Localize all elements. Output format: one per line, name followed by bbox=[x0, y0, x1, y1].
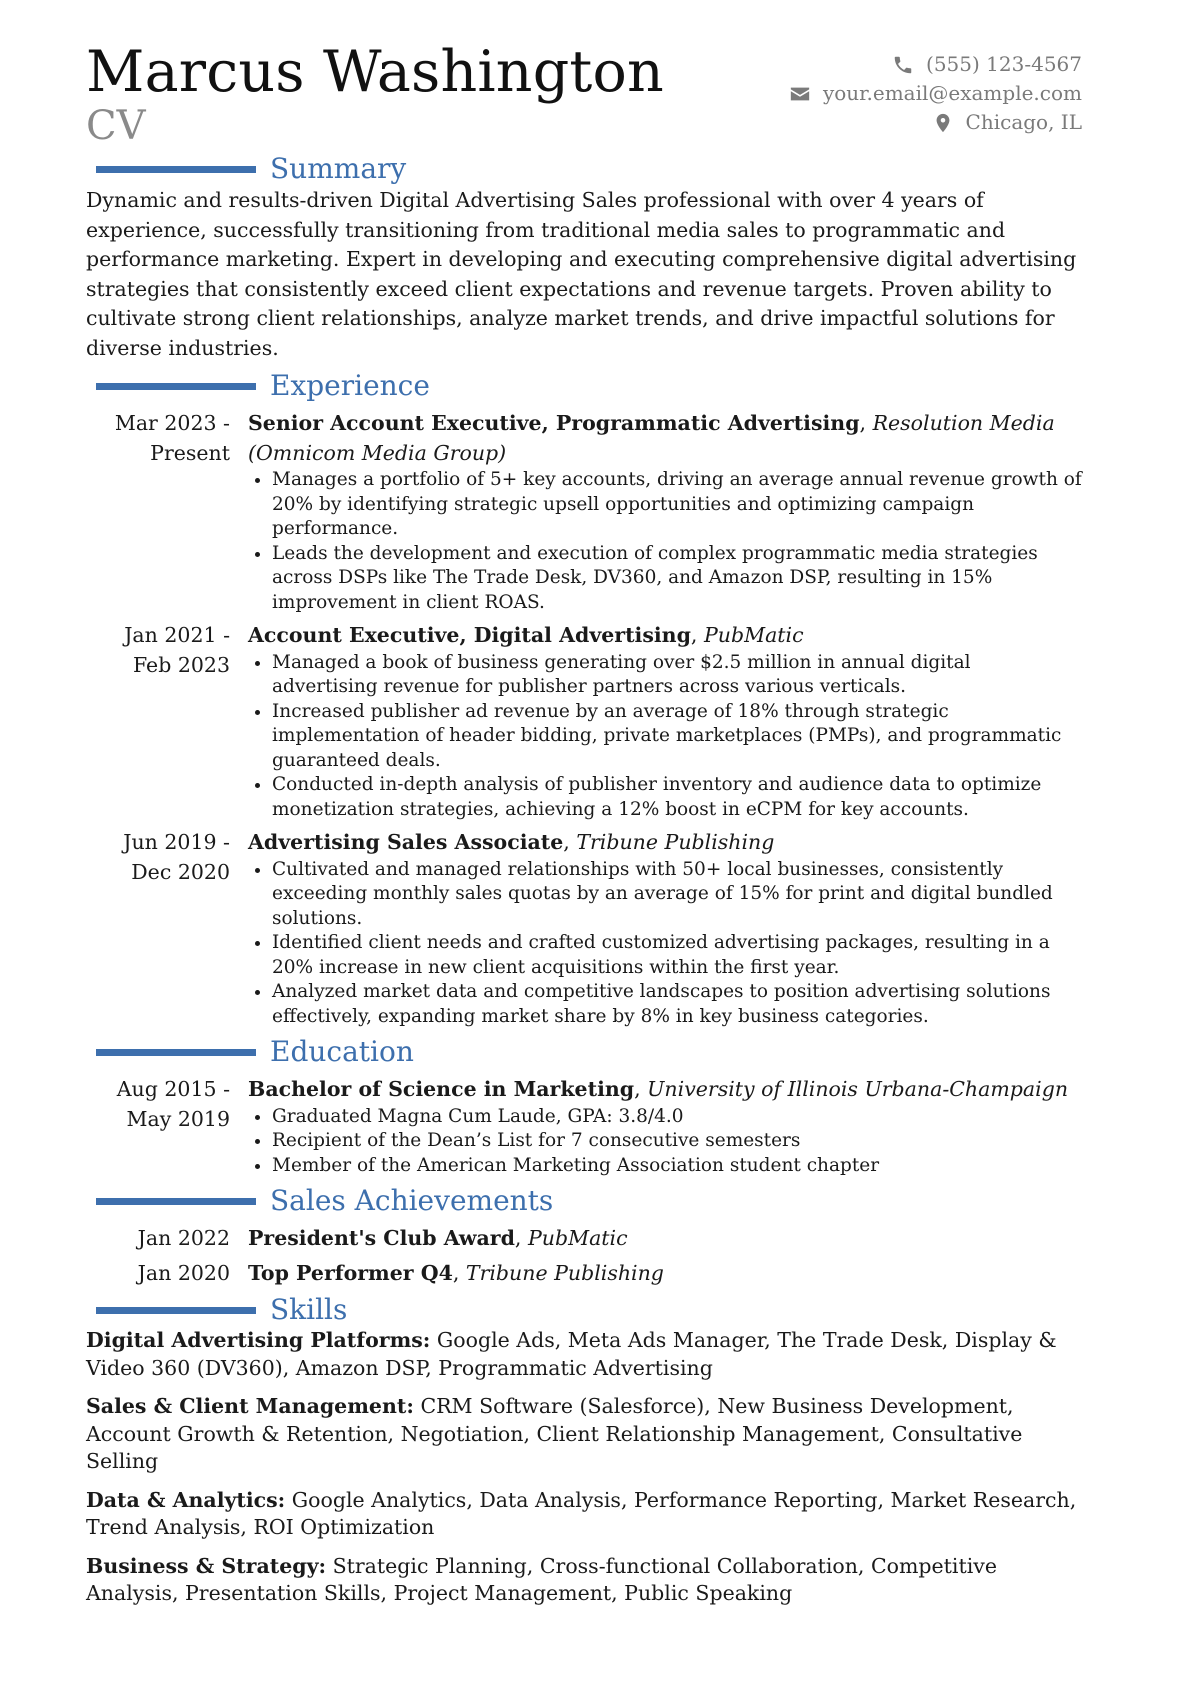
section-accent-bar bbox=[96, 1307, 256, 1314]
cv-header bbox=[86, 0, 1082, 152]
skills-category: Digital Advertising Platforms: bbox=[86, 1328, 431, 1352]
achievement-entry bbox=[86, 1224, 1082, 1254]
candidate-name: Marcus Washington bbox=[86, 39, 664, 105]
experience-entry bbox=[86, 621, 1082, 822]
entry-heading: Bachelor of Science in Marketing, University of Illinois Urbana-Champaign bbox=[248, 1077, 1069, 1101]
entry-date: Jan 2022 bbox=[137, 1226, 230, 1250]
entry-bullets bbox=[248, 858, 1082, 1030]
entry-heading: President's Club Award, PubMatic bbox=[248, 1226, 628, 1250]
phone-icon bbox=[892, 54, 914, 76]
section-title: Experience bbox=[270, 369, 430, 402]
skills-items: CRM Software (Salesforce), New Business Development, Account Growth & Retention, Negotiation, Client Relationship Management, Consultative Selling bbox=[86, 1394, 1023, 1473]
entry-role: Senior Account Executive, Programmatic Advertising bbox=[248, 411, 860, 435]
skills-group bbox=[86, 1327, 1082, 1382]
entry-date: Aug 2015 - May 2019 bbox=[116, 1077, 230, 1131]
skills-group bbox=[86, 1487, 1082, 1542]
summary-text: Dynamic and results-driven Digital Advertising Sales professional with over 4 years of experience, successfully transitioning from traditional media sales to programmatic and performance marketing. Expert in developing and executing comprehensive digital advertising strategies that consistently exceed client expectations and revenue targets. Proven ability to cultivate strong client relationships, analyze market trends, and drive impactful solutions for diverse industries. bbox=[86, 188, 1077, 360]
skills-category: Data & Analytics: bbox=[86, 1487, 286, 1512]
entry-date: Jun 2019 - Dec 2020 bbox=[123, 830, 230, 884]
entry-bullets bbox=[248, 468, 1082, 615]
section-title: Education bbox=[270, 1035, 414, 1068]
section-experience-heading bbox=[86, 369, 1082, 403]
list-item: Increased publisher ad revenue by an average of 18% through strategic implementation of header bidding, private marketplaces (PMPs), and programmatic guaranteed deals. bbox=[272, 700, 1082, 774]
contact-email[interactable] bbox=[789, 79, 1082, 108]
email-text[interactable]: your.email@example.com bbox=[822, 81, 1082, 105]
section-accent-bar bbox=[96, 1049, 256, 1056]
education-entry bbox=[86, 1075, 1082, 1178]
phone-text: (555) 123-4567 bbox=[926, 52, 1082, 76]
map-pin-icon bbox=[932, 112, 954, 134]
list-item: Graduated Magna Cum Laude, GPA: 3.8/4.0 bbox=[272, 1105, 1082, 1130]
list-item: Member of the American Marketing Association student chapter bbox=[272, 1154, 1082, 1179]
entry-date: Jan 2021 - Feb 2023 bbox=[124, 623, 230, 677]
contact-phone bbox=[789, 50, 1082, 79]
entry-role: Account Executive, Digital Advertising bbox=[248, 623, 691, 647]
entry-heading: Account Executive, Digital Advertising, PubMatic bbox=[248, 623, 804, 647]
entry-date: Mar 2023 - Present bbox=[114, 411, 230, 465]
experience-entry bbox=[86, 409, 1082, 615]
entry-bullets bbox=[248, 651, 1082, 823]
section-accent-bar bbox=[96, 1198, 256, 1205]
entry-organization: PubMatic bbox=[703, 623, 804, 647]
section-title: Skills bbox=[270, 1293, 348, 1326]
list-item: Recipient of the Dean’s List for 7 consecutive semesters bbox=[272, 1129, 1082, 1154]
document-subtitle: CV bbox=[86, 103, 146, 149]
achievement-organization: Tribune Publishing bbox=[465, 1260, 664, 1285]
entry-heading: Top Performer Q4, Tribune Publishing bbox=[248, 1260, 664, 1285]
skills-category: Business & Strategy: bbox=[86, 1553, 327, 1578]
entry-date: Jan 2020 bbox=[137, 1260, 230, 1285]
section-education-heading bbox=[86, 1035, 1082, 1069]
skills-group bbox=[86, 1393, 1082, 1476]
section-title: Summary bbox=[270, 152, 407, 185]
list-item: Analyzed market data and competitive landscapes to position advertising solutions effectively, expanding market share by 8% in key business categories. bbox=[272, 980, 1082, 1029]
skills-items: Google Ads, Meta Ads Manager, The Trade Desk, Display & Video 360 (DV360), Amazon DSP, Programmatic Advertising bbox=[86, 1328, 1057, 1380]
achievement-organization: PubMatic bbox=[527, 1226, 628, 1250]
section-summary-heading bbox=[86, 152, 1082, 186]
envelope-icon bbox=[789, 83, 811, 105]
list-item: Conducted in-depth analysis of publisher inventory and audience data to optimize monetization strategies, achieving a 12% boost in eCPM for key accounts. bbox=[272, 773, 1082, 822]
entry-role: Advertising Sales Associate bbox=[248, 830, 564, 854]
entry-organization: Resolution Media (Omnicom Media Group) bbox=[248, 411, 1055, 465]
entry-institution: University of Illinois Urbana-Champaign bbox=[647, 1077, 1069, 1101]
section-achievements-heading bbox=[86, 1184, 1082, 1218]
list-item: Leads the development and execution of complex programmatic media strategies across DSPs like The Trade Desk, DV360, and Amazon DSP, resulting in 15% improvement in client ROAS. bbox=[272, 542, 1082, 616]
section-title: Sales Achievements bbox=[270, 1184, 554, 1217]
location-text: Chicago, IL bbox=[965, 110, 1082, 134]
section-accent-bar bbox=[96, 383, 256, 390]
achievement-title: President's Club Award bbox=[248, 1226, 515, 1250]
entry-bullets bbox=[248, 1105, 1082, 1179]
contact-location bbox=[789, 108, 1082, 137]
achievement-title: Top Performer Q4 bbox=[248, 1260, 453, 1285]
list-item: Managed a book of business generating over $2.5 million in annual digital advertising revenue for publisher partners across various verticals. bbox=[272, 651, 1082, 700]
section-skills-heading bbox=[86, 1293, 1082, 1327]
skills-group bbox=[86, 1553, 1082, 1608]
section-accent-bar bbox=[96, 166, 256, 173]
list-item: Cultivated and managed relationships with 50+ local businesses, consistently exceeding monthly sales quotas by an average of 15% for print and digital bundled solutions. bbox=[272, 858, 1082, 932]
entry-organization: Tribune Publishing bbox=[576, 830, 775, 854]
entry-heading: Advertising Sales Associate, Tribune Publishing bbox=[248, 830, 775, 854]
list-item: Identified client needs and crafted customized advertising packages, resulting in a 20% increase in new client acquisitions within the first year. bbox=[272, 931, 1082, 980]
entry-degree: Bachelor of Science in Marketing bbox=[248, 1077, 635, 1101]
skills-category: Sales & Client Management: bbox=[86, 1394, 414, 1418]
experience-entry bbox=[86, 828, 1082, 1029]
achievement-entry bbox=[86, 1259, 1082, 1289]
contact-info bbox=[789, 50, 1082, 137]
list-item: Manages a portfolio of 5+ key accounts, driving an average annual revenue growth of 20% by identifying strategic upsell opportunities and optimizing campaign performance. bbox=[272, 468, 1082, 542]
skills-items: Google Analytics, Data Analysis, Performance Reporting, Market Research, Trend Analysis, ROI Optimization bbox=[86, 1487, 1077, 1539]
entry-heading: Senior Account Executive, Programmatic Advertising, Resolution Media (Omnicom Media Group) bbox=[248, 411, 1055, 465]
skills-items: Strategic Planning, Cross-functional Collaboration, Competitive Analysis, Presentation Skills, Project Management, Public Speaking bbox=[86, 1553, 997, 1605]
